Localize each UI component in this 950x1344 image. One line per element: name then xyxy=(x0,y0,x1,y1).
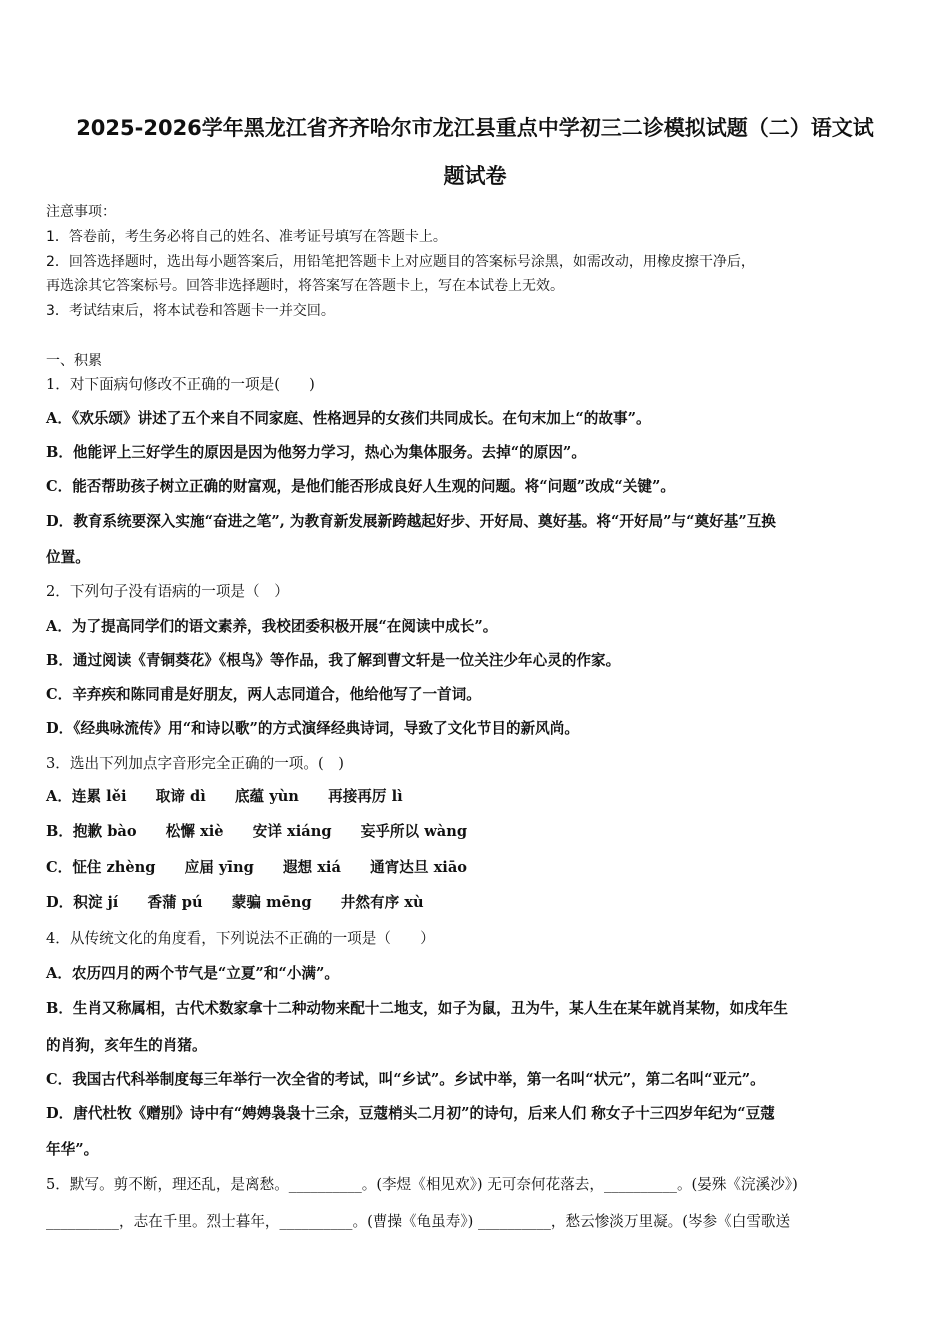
question-1-option-a: A．《欢乐颂》讲述了五个来自不同家庭、性格迥异的女孩们共同成长。在句末加上“的故事”。 xyxy=(46,410,651,427)
question-4-option-a: A．农历四月的两个节气是“立夏”和“小满”。 xyxy=(46,965,339,982)
question-2-option-c: C．辛弃疾和陈同甫是好朋友，两人志同道合，他给他写了一首词。 xyxy=(46,686,481,703)
question-3-option-c: C．怔住 zhèng 应届 yīng 遐想 xiá 通宵达旦 xiāo xyxy=(46,859,468,876)
page-title-line-1: 2025-2026学年黑龙江省齐齐哈尔市龙江县重点中学初三二诊模拟试题（二）语文试 xyxy=(76,116,874,140)
question-4-option-d-cont: 年华”。 xyxy=(46,1141,99,1158)
question-1-option-b: B．他能评上三好学生的原因是因为他努力学习，热心为集体服务。去掉“的原因”。 xyxy=(46,444,586,461)
page-title-line-2: 题试卷 xyxy=(443,164,507,188)
question-1-option-d: D．教育系统要深入实施“奋进之笔”, 为教育新发展新跨越起好步、开好局、奠好基。将“开好局”与“奠好基”互换 xyxy=(46,513,776,530)
question-2-option-b: B．通过阅读《青铜葵花》《根鸟》等作品，我了解到曹文轩是一位关注少年心灵的作家。 xyxy=(46,652,621,669)
question-4-option-b-cont: 的肖狗，亥年生的肖猪。 xyxy=(46,1037,207,1054)
question-4-option-c: C．我国古代科举制度每三年举行一次全省的考试，叫“乡试”。乡试中举，第一名叫“状元”，第二名叫“亚元”。 xyxy=(46,1071,765,1088)
question-3-stem: 3．选出下列加点字音形完全正确的一项。( ) xyxy=(46,755,344,772)
question-3-option-a: A．连累 lěi 取谛 dì 底蕴 yùn 再接再厉 lì xyxy=(46,788,403,805)
question-1-option-c: C．能否帮助孩子树立正确的财富观，是他们能否形成良好人生观的问题。将“问题”改成“关键”。 xyxy=(46,478,675,495)
question-4-option-b: B．生肖又称属相，古代术数家拿十二种动物来配十二地支，如子为鼠，丑为牛，某人生在某年就肖某物，如戌年生 xyxy=(46,1000,789,1017)
question-3-option-b: B．抱歉 bào 松懈 xiè 安详 xiáng 妄乎所以 wàng xyxy=(46,823,468,840)
notice-item: 再选涂其它答案标号。回答非选择题时，将答案写在答题卡上，写在本试卷上无效。 xyxy=(46,278,564,294)
question-2-stem: 2．下列句子没有语病的一项是（ ） xyxy=(46,583,289,600)
question-5-stem: 5．默写。剪不断，理还乱，是离愁。__________。(李煜《相见欢》) 无可奈何花落去，__________。(晏殊《浣溪沙》) xyxy=(46,1176,798,1193)
section-heading: 一、积累 xyxy=(46,353,102,369)
question-4-option-d: D．唐代杜牧《赠别》诗中有“娉娉袅袅十三余，豆蔻梢头二月初”的诗句，后来人们 称女子十三四岁年纪为“豆蔻 xyxy=(46,1105,775,1122)
question-5-cont: __________，志在千里。烈士暮年，__________。(曹操《龟虽寿》) __________，愁云惨淡万里凝。(岑参《白雪歌送 xyxy=(46,1213,791,1230)
question-2-option-a: A．为了提高同学们的语文素养，我校团委积极开展“在阅读中成长”。 xyxy=(46,618,498,635)
question-4-stem: 4．从传统文化的角度看，下列说法不正确的一项是（ ） xyxy=(46,930,435,947)
notice-heading: 注意事项： xyxy=(46,204,116,220)
question-3-option-d: D．积淀 jí 香蒲 pú 蒙骗 mēng 井然有序 xù xyxy=(46,894,424,911)
question-1-option-d-cont: 位置。 xyxy=(46,549,90,566)
notice-item: 3．考试结束后，将本试卷和答题卡一并交回。 xyxy=(46,303,335,319)
notice-item: 1．答卷前，考生务必将自己的姓名、准考证号填写在答题卡上。 xyxy=(46,229,447,245)
question-1-stem: 1．对下面病句修改不正确的一项是( ) xyxy=(46,376,315,393)
question-2-option-d: D．《经典咏流传》用“和诗以歌”的方式演绎经典诗词，导致了文化节目的新风尚。 xyxy=(46,720,579,737)
notice-item: 2．回答选择题时，选出每小题答案后，用铅笔把答题卡上对应题目的答案标号涂黑，如需改动，用橡皮擦干净后， xyxy=(46,254,755,270)
